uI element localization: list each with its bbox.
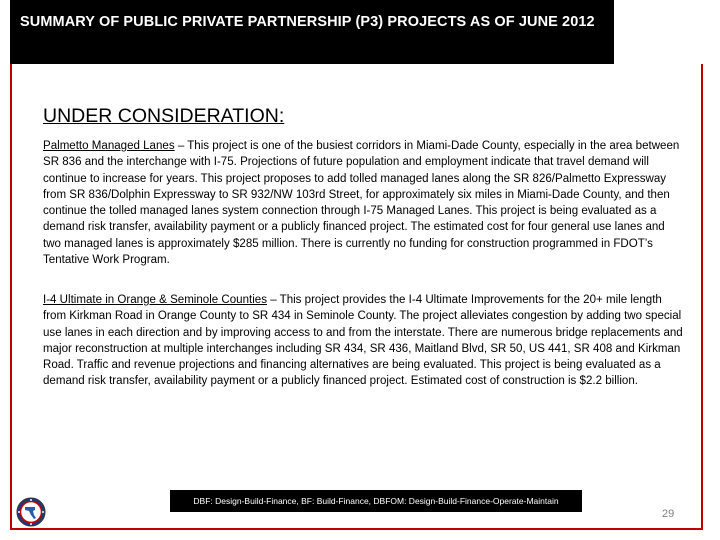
project-paragraph bbox=[43, 292, 683, 390]
acronym-footnote: DBF: Design-Build-Finance, BF: Build-Finance, DBFOM: Design-Build-Finance-Operate-Maintain bbox=[170, 490, 582, 512]
fdot-seal-logo-icon bbox=[16, 497, 46, 527]
separator: – bbox=[174, 140, 188, 152]
project-description: This project provides the I-4 Ultimate Improvements for the 20+ mile length from Kirkman Road in Orange County to SR 434 in Seminole County. The project alleviates congestion by adding two special use lanes in each direction and by improving access to and from the interstate. There are numerous bridge replacements and major reconstruction at multiple interchanges including SR 434, SR 436, Maitland Blvd, SR 50, US 441, SR 408 and Kirkman Road. Traffic and revenue projections and financing alternatives are being evaluated. This project is being evaluated as a demand risk transfer, availability payment or a publicly financed project. Estimated cost of construction is $2.2 billion. bbox=[43, 294, 683, 388]
page-number: 29 bbox=[662, 508, 675, 520]
project-name: Palmetto Managed Lanes bbox=[43, 140, 175, 152]
section-heading: UNDER CONSIDERATION: bbox=[43, 105, 285, 127]
separator: – bbox=[267, 294, 280, 306]
page-title: SUMMARY OF PUBLIC PRIVATE PARTNERSHIP (P3) PROJECTS AS OF JUNE 2012 bbox=[20, 14, 595, 30]
project-description: This project is one of the busiest corridors in Miami-Dade County, especially in the area between SR 836 and the interchange with I-75. Projections of future population and employment indicate that travel demand will continue to increase for years. This project proposes to add tolled managed lanes along the SR 826/Palmetto Expressway from SR 836/Dolphin Expressway to SR 932/NW 103rd Street, for approximately six miles in Miami-Dade County, and then continue the tolled managed lanes system connection through I-75 Managed Lanes. This project is being evaluated as a demand risk transfer, availability payment or a publicly financed project. The estimated cost for four general use lanes and two managed lanes is approximately $285 million. There is currently no funding for construction programmed in FDOT’s Tentative Work Program. bbox=[43, 140, 680, 267]
project-paragraph bbox=[43, 138, 683, 268]
title-bar bbox=[10, 0, 614, 64]
project-name: I-4 Ultimate in Orange & Seminole Counties bbox=[43, 294, 267, 306]
